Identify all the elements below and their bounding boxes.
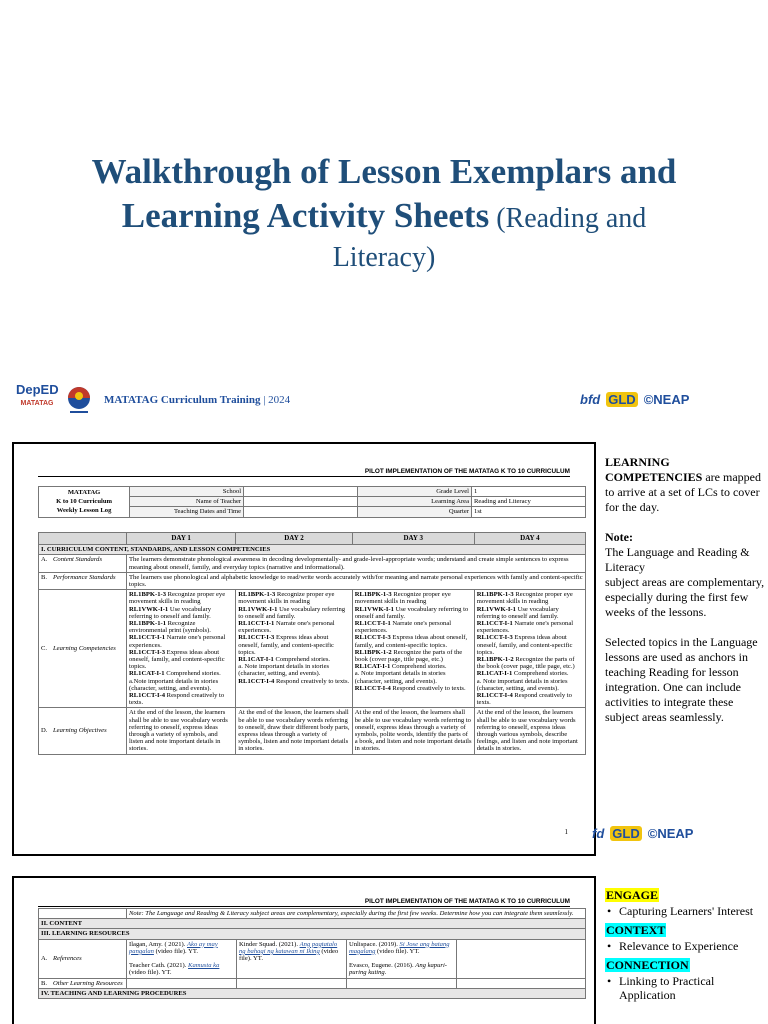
competency-code: RL1BPK-1-2 (476, 656, 514, 664)
competency-code: RL1CCT-I-4 (476, 692, 513, 700)
row-label: References (53, 955, 82, 963)
deped-logo-subtext: MATATAG (20, 400, 54, 407)
objectives-day-1: At the end of the lesson, the learners shall be able to use vocabulary words referring to oneself, express ideas through a variety of symbols, and listen and note important details in stories. (127, 708, 236, 754)
competency-code: RL1CCT-I-4 (238, 677, 275, 685)
lc-note-bold: LEARNING COMPETENCIES (605, 455, 703, 484)
bagong-pilipinas-logo (62, 384, 96, 416)
ref-text: Evasco, Eugene. (2016). (349, 962, 416, 970)
other-resources-day-2 (237, 978, 347, 988)
doc-header-rule (38, 906, 570, 907)
competency-code: RL1BPK-1-3 (476, 591, 514, 599)
bfd-logo-fd: fd (592, 826, 605, 841)
lesson-info-table (38, 486, 586, 518)
competency-code: RL1CAT-I-1 (354, 663, 391, 671)
section-heading: I. CURRICULUM CONTENT, STANDARDS, AND LESSON COMPETENCIES (39, 545, 586, 555)
competencies-day-1: RL1BPK-1-3 Recognize proper eye movement skills in reading RL1VWK-I-1 Use vocabulary referring to oneself and family. RL1BPK-1-1 Recognize environmental print (symbols). RL1CCT-I-1 Narrate one's personal experiences. RL1CCT-I-3 Express ideas about oneself, family, and content-specific topics. RL1CAT-I-1 Comprehend stories. a.Note important details in stories (character, setting, and events). RL1CCT-I-4 Respond creatively to texts. (127, 590, 236, 708)
context-heading: CONTEXT (606, 923, 666, 937)
title-line-3: Literacy) (332, 242, 436, 273)
ref-text: (video file). YT. (129, 969, 172, 977)
row-letter: C. (41, 645, 48, 653)
row-label: Performance Standards (53, 573, 116, 581)
slide-title (40, 150, 728, 275)
info-label: Teaching Dates and Time (130, 507, 244, 517)
section-heading: III. LEARNING RESOURCES (39, 929, 586, 939)
lc-note-text: are mapped to arrive at a set of LCs to cover for the day. (605, 470, 761, 514)
title-line-2 (40, 194, 728, 241)
competency-code: RL1BPK-1-3 (354, 591, 392, 599)
page-number: 1 (564, 828, 568, 836)
competency-code: RL1CAT-I-1 (129, 670, 165, 678)
competency-code: RL1CCT-I-1 (354, 620, 391, 628)
lesson-log-page-1 (12, 442, 596, 856)
reference-link[interactable]: Si Jose ang batang magalang (349, 940, 450, 955)
training-year: | 2024 (260, 394, 291, 406)
reference-link[interactable]: Kamusta ka (188, 962, 220, 970)
bfd-logo (592, 826, 604, 841)
training-label (104, 394, 290, 406)
row-heading-performance-standards (39, 572, 127, 589)
competency-code: RL1CAT-I-1 (238, 656, 274, 664)
ref-text: Ilagan, Amy. ( 2021). (129, 940, 187, 948)
references-day-1 (127, 939, 237, 978)
ref-text: (video file). YT. (375, 947, 420, 955)
other-resources-day-4 (457, 978, 586, 988)
competency-code: RL1BPK-1-1 (129, 620, 166, 628)
engage-heading: ENGAGE (606, 888, 659, 902)
matatag-box: MATATAG K to 10 Curriculum Weekly Lesson Log (39, 487, 130, 518)
gld-logo: GLD (608, 392, 636, 407)
day-header: DAY 3 (352, 533, 474, 545)
competency-code: RL1CCT-I-3 (238, 634, 275, 642)
note-line-1: The Language and Reading & Literacy (605, 545, 750, 574)
info-label: Grade Level (358, 487, 472, 497)
doc-header: PILOT IMPLEMENTATION OF THE MATATAG K TO 10 CURRICULUM (364, 898, 570, 905)
context-item: • Relevance to Experience (605, 939, 765, 953)
info-label: School (130, 487, 244, 497)
doc-header-rule (38, 476, 570, 477)
competency-code: RL1BPK-1-2 (354, 648, 392, 656)
row-letter: D. (41, 727, 48, 735)
info-value: Reading and Literacy (472, 497, 586, 507)
engage-list (605, 904, 765, 918)
competency-code: RL1CCT-I-4 (354, 684, 391, 692)
connection-list (605, 974, 765, 1002)
competency-code: RL1CCT-I-3 (354, 634, 391, 642)
integration-note-cell: Note: The Language and Reading & Literacy subject areas are complementary, especially during the first few weeks. Determine how you can integrate them seamlessly. (127, 909, 586, 919)
info-label: Quarter (358, 507, 472, 517)
lesson-main-table (38, 532, 586, 755)
gld-logo: GLD (612, 826, 640, 841)
lc-note (605, 455, 765, 515)
anchor-note: Selected topics in the Language lessons are used as anchors in teaching Reading for lesson integration. One can include activities to integrate these subject areas seamlessly. (605, 635, 758, 724)
objectives-day-4: At the end of the lesson, the learners shall be able to use vocabulary words referring to oneself, express ideas through various symbols, describe feelings, and listen and note important details in stories. (474, 708, 585, 754)
row-heading-learning-competencies (39, 590, 127, 708)
row-heading-content-standards (39, 555, 127, 572)
ref-text: Teacher Cath. (2021). (129, 962, 189, 970)
competency-code: RL1BPK-1-3 (129, 591, 166, 599)
competency-code: RL1VWK-I-1 (354, 605, 394, 613)
competency-code: RL1CCT-I-3 (129, 648, 166, 656)
row-letter: A. (41, 556, 48, 564)
ref-title: Ang kapuri-puring kuting. (349, 962, 447, 977)
bfd-logo-fd: fd (587, 392, 601, 407)
bfd-logo (580, 392, 600, 407)
lesson-resources-table (38, 908, 586, 999)
section-heading: II. CONTENT (39, 919, 586, 929)
title-line-2-normal: (Reading and (489, 203, 647, 234)
competency-code: RL1CCT-I-4 (129, 692, 166, 700)
ref-text: Kinder Squad. (2021). (239, 940, 300, 948)
row-label: Learning Competencies (53, 645, 116, 653)
other-resources-day-3 (347, 978, 457, 988)
info-label: Name of Teacher (130, 497, 244, 507)
section-heading: IV. TEACHING AND LEARNING PROCEDURES (39, 988, 586, 998)
title-line-1: Walkthrough of Lesson Exemplars and (91, 152, 677, 191)
info-value (244, 507, 358, 517)
competencies-day-3: RL1BPK-1-3 Recognize proper eye movement skills in reading RL1VWK-I-1 Use vocabulary referring to oneself and family. RL1CCT-I-1 Narrate one's personal experiences. RL1CCT-I-3 Express ideas about oneself, family, and content-specific topics. RL1BPK-1-2 Recognize the parts of the book (cover page, title page, etc.) RL1CAT-I-1 Comprehend stories. a. Note important details in stories (character, setting, and events). RL1CCT-I-4 Respond creatively to texts. (352, 590, 474, 708)
title-line-2-bold: Learning Activity Sheets (121, 196, 490, 235)
row-letter: B. (41, 979, 48, 987)
note-title: Note: (605, 530, 633, 544)
lesson-log-page-2 (12, 876, 596, 1024)
row-heading-learning-objectives (39, 708, 127, 754)
references-day-2 (237, 939, 347, 978)
training-name: MATATAG Curriculum Training (104, 394, 261, 406)
deped-logo-text: DepED (16, 382, 59, 397)
competency-code: RL1CCT-I-1 (476, 620, 513, 628)
table-corner (39, 533, 127, 545)
row-label: Content Standards (53, 556, 103, 564)
connection-item: • Linking to Practical Application (605, 974, 765, 1002)
ref-text: (video file). YT. (153, 947, 199, 955)
bfd-logo-b: b (580, 392, 588, 407)
context-list (605, 939, 765, 953)
row-letter: A. (41, 955, 48, 963)
deped-logo (16, 384, 58, 416)
engage-item: • Capturing Learners' Interest (605, 904, 765, 918)
references-day-3 (347, 939, 457, 978)
objectives-day-3: At the end of the lesson, the learners shall be able to use vocabulary words referring to oneself, express ideas through a variety of symbols, polite words, identify the parts of a book, and listen and note important details in stories. (352, 708, 474, 754)
training-banner (0, 380, 768, 420)
empty-cell (39, 909, 127, 919)
competency-code: RL1CAT-I-1 (476, 670, 513, 678)
competencies-day-2: RL1BPK-1-3 Recognize proper eye movement skills in reading RL1VWK-I-1 Use vocabulary referring to oneself and family. RL1CCT-I-1 Narrate one's personal experiences. RL1CCT-I-3 Express ideas about oneself, family, and content-specific topics. RL1CAT-I-1 Comprehend stories. a. Note important details in stories (character, setting, and events). RL1CCT-I-4 Respond creatively to texts. (236, 590, 352, 708)
neap-logo: ©NEAP (647, 826, 694, 841)
competency-code: RL1VWK-I-1 (476, 605, 516, 613)
references-day-4 (457, 939, 586, 978)
info-value: 1st (472, 507, 586, 517)
competency-code: RL1VWK-I-1 (129, 605, 169, 613)
competency-code: RL1VWK-I-1 (238, 605, 278, 613)
row-letter: B. (41, 573, 48, 581)
connection-heading: CONNECTION (606, 958, 689, 972)
info-value (244, 487, 358, 497)
competencies-day-4: RL1BPK-1-3 Recognize proper eye movement skills in reading RL1VWK-I-1 Use vocabulary referring to oneself and family. RL1CCT-I-1 Narrate one's personal experiences. RL1CCT-I-3 Express ideas about oneself, family, and content-specific topics. RL1BPK-1-2 Recognize the parts of the book (cover page, title page, etc.) RL1CAT-I-1 Comprehend stories. a. Note important details in stories (character, setting, and events). RL1CCT-I-4 Respond creatively to texts. (474, 590, 585, 708)
side-notes-competencies (605, 455, 765, 740)
partner-logos (580, 392, 689, 407)
competency-code: RL1BPK-1-3 (238, 591, 276, 599)
integration-note (605, 530, 765, 620)
info-label: Learning Area (358, 497, 472, 507)
objectives-day-2: At the end of the lesson, the learners shall be able to use vocabulary words referring to oneself, draw their different body parts, express ideas through a variety of symbols, listen and note important details in stories. (236, 708, 352, 754)
info-value: 1 (472, 487, 586, 497)
content-standards-text: The learners demonstrate phonological awareness in decoding developmentally- and grade-level-appropriate words; understand and create simple sentences to express meaning about oneself, family, and everyday topics (narrative and informational). (127, 555, 586, 572)
ref-text: (video file). YT. (239, 947, 339, 963)
performance-standards-text: The learners use phonological and alphabetic knowledge to read/write words accurately with/for meaning and narrate personal experiences with family and content-specific topics. (127, 572, 586, 589)
competency-code: RL1CCT-I-3 (476, 634, 513, 642)
ref-text: Unlispace. (2019). (349, 940, 400, 948)
day-header: DAY 2 (236, 533, 352, 545)
row-label: Other Learning Resources (53, 979, 123, 987)
row-heading-other-resources (39, 978, 127, 988)
note-line-2: subject areas are complementary, especially during the first few weeks of the lessons. (605, 575, 765, 619)
info-value (244, 497, 358, 507)
doc-header: PILOT IMPLEMENTATION OF THE MATATAG K TO 10 CURRICULUM (364, 468, 570, 475)
competency-code: RL1CCT-I-1 (238, 620, 275, 628)
reference-link[interactable]: Ako ay may pangalan (129, 940, 218, 955)
other-resources-day-1 (127, 978, 237, 988)
partner-logos-bottom (592, 826, 693, 841)
side-notes-procedures (605, 886, 765, 1005)
row-label: Learning Objectives (53, 727, 107, 735)
day-header: DAY 4 (474, 533, 585, 545)
row-heading-references (39, 939, 127, 978)
competency-code: RL1CCT-I-1 (129, 634, 166, 642)
reference-link[interactable]: Ang pagtatalo ng bahagi ng katawan ni Iking (239, 940, 338, 955)
day-header: DAY 1 (127, 533, 236, 545)
neap-logo: ©NEAP (643, 392, 690, 407)
